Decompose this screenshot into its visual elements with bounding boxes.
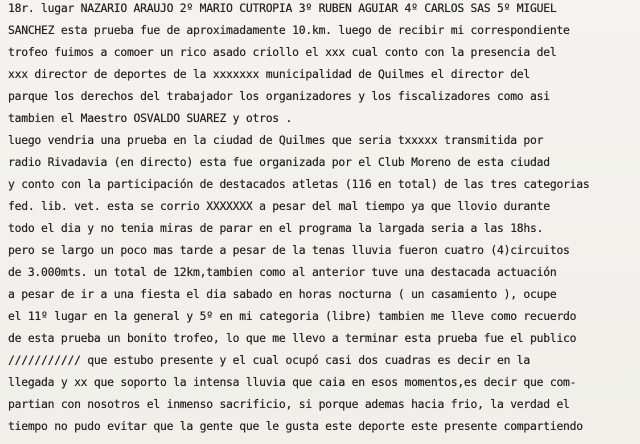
text-line: tiempo no pudo evitar que la gente que le gusta este deporte este presente compartiendo [8, 419, 583, 433]
text-line: SANCHEZ esta prueba fue de aproximadamente 10.km. luego de recibir mi correspondiente [8, 23, 570, 37]
text-line: partian con nosotros el inmenso sacrificio, si porque ademas hacia frio, la verdad el [8, 397, 570, 411]
text-line: 18r. lugar NAZARIO ARAUJO 2º MARIO CUTROPIA 3º RUBEN AGUIAR 4º CARLOS SAS 5º MIGUEL [8, 1, 557, 15]
text-line: de 3.000mts. un total de 12km,tambien como al anterior tuve una destacada actuación [8, 265, 557, 279]
text-line: parque los derechos del trabajador los organizadores y los fiscalizadores como asi [8, 89, 550, 103]
text-line: a pesar de ir a una fiesta el dia sabado en horas nocturna ( un casamiento ), ocupe [8, 287, 557, 301]
text-line: /////////// que estubo presente y el cual ocupó casi dos cuadras es decir en la [8, 353, 531, 367]
text-line: radio Rivadavia (en directo) esta fue organizada por el Club Moreno de esta ciudad [8, 155, 550, 169]
text-line: llegada y xx que soporto la intensa lluvia que caia en esos momentos,es decir que com- [8, 375, 577, 389]
text-line: pero se largo un poco mas tarde a pesar de la tenas lluvia fueron cuatro (4)circuitos [8, 243, 570, 257]
text-line: de esta prueba un bonito trofeo, lo que me llevo a terminar esta prueba fue el publico [8, 331, 577, 345]
text-line: el 11º lugar en la general y 5º en mi categoria (libre) tambien me lleve como recuerdo [8, 309, 577, 323]
text-line: xxx director de deportes de la xxxxxxx municipalidad de Quilmes el director del [8, 67, 531, 81]
text-line: y conto con la participación de destacados atletas (116 en total) de las tres categorias [8, 177, 590, 191]
text-line: luego vendria una prueba en la ciudad de Quilmes que seria txxxxx transmitida por [8, 133, 544, 147]
text-line: trofeo fuimos a comoer un rico asado criollo el xxx cual conto con la presencia del [8, 45, 557, 59]
text-line: fed. lib. vet. esta se corrio XXXXXXX a pesar del mal tiempo ya que llovio durante [8, 199, 550, 213]
text-line: todo el dia y no tenia miras de parar en el programa la largada seria a las 18hs. [8, 221, 544, 235]
text-line: tambien el Maestro OSVALDO SUAREZ y otros . [8, 111, 293, 125]
